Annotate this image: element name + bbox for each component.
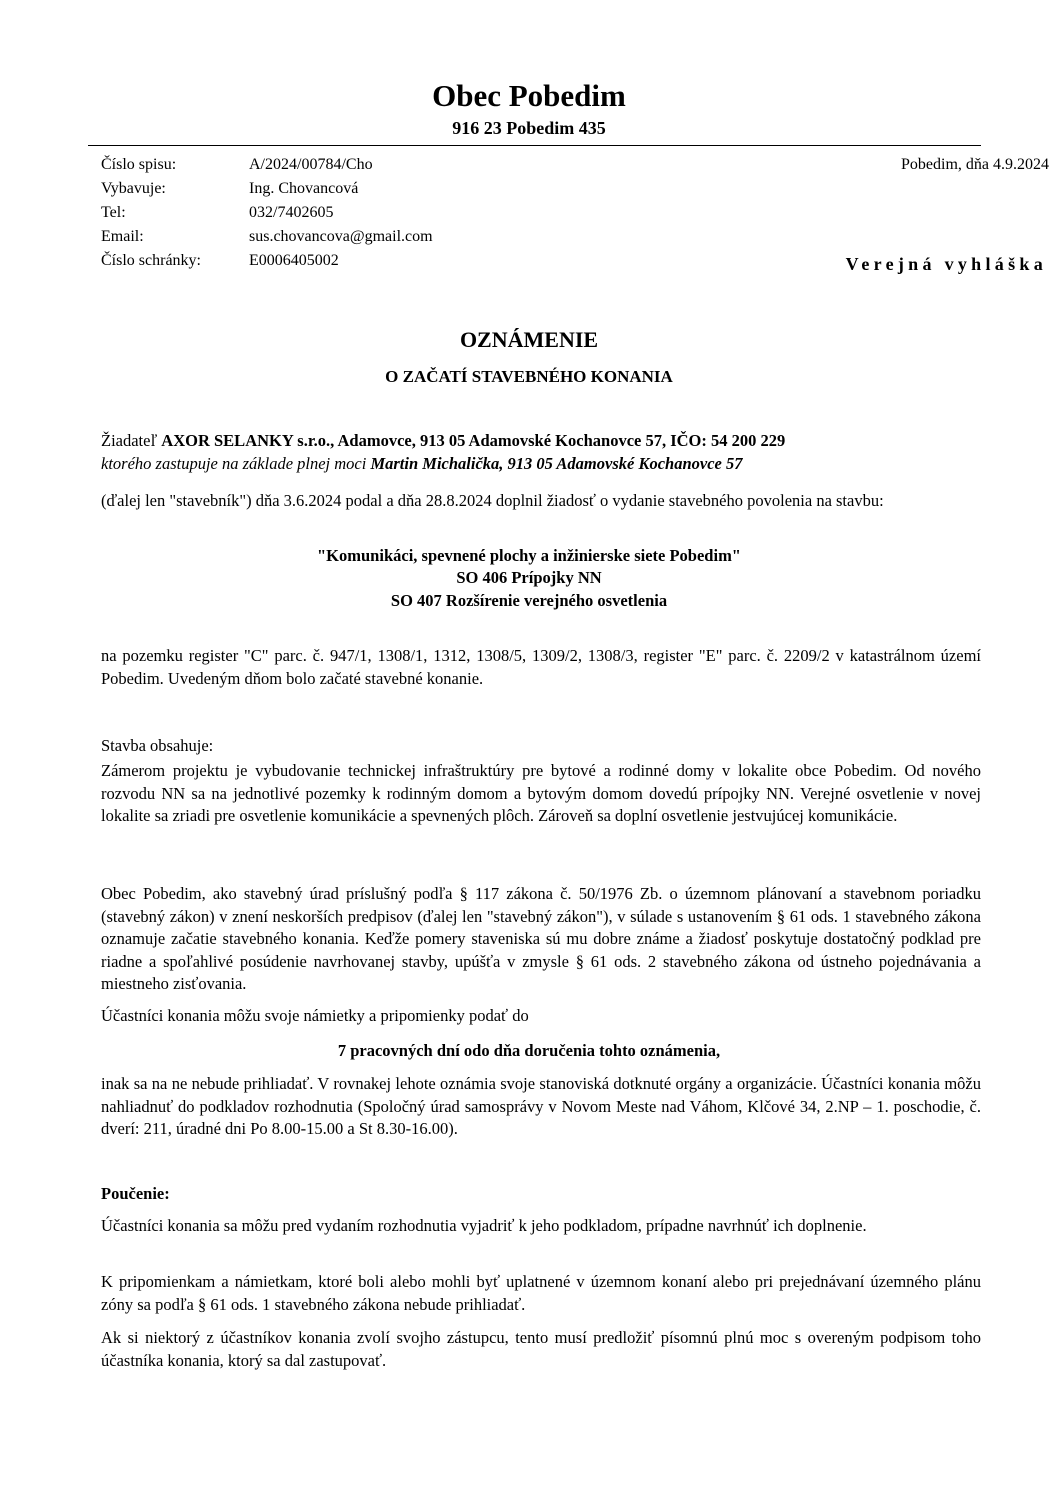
document-subtitle: O ZAČATÍ STAVEBNÉHO KONANIA [385, 367, 673, 386]
objection-paragraph: Účastníci konania môžu svoje námietky a pripomienky podať do [101, 1006, 529, 1025]
meta-value: 032/7402605 [249, 204, 334, 221]
instruction-item: K pripomienkam a námietkam, ktoré boli alebo mohli byť uplatnené v územnom konaní alebo pri prejednávaní územného plánu zóny sa podľa § 61 ods. 1 stavebného zákona nebude prihliadať. [101, 1272, 981, 1314]
document-title: OZNÁMENIE [459, 327, 599, 352]
meta-label: Číslo spisu: [101, 156, 177, 173]
meta-label: Číslo schránky: [101, 252, 201, 269]
applicant-block [101, 430, 981, 475]
meta-label: Tel: [101, 204, 126, 221]
municipality-name: Obec Pobedim [432, 78, 626, 113]
meta-value: Ing. Chovancová [249, 180, 359, 197]
project-so406: SO 406 Prípojky NN [456, 568, 602, 587]
meta-value: A/2024/00784/Cho [249, 156, 373, 173]
representative-line [101, 453, 981, 476]
meta-value: sus.chovancova@gmail.com [249, 228, 433, 245]
content-paragraph: Zámerom projektu je vybudovanie technickej infraštruktúry pre bytové a rodinné domy v lokalite obce Pobedim. Od nového rozvodu NN sa na jednotlivé pozemky k rodinným domom a bytovým domom dovedú prípojky NN. Verejné osvetlenie v novej lokalite sa zriadi pre osvetlenie komunikácie a spevnených plôch. Zároveň sa doplní osvetlenie jestvujúcej komunikácie. [101, 761, 981, 825]
authority-paragraph: Obec Pobedim, ako stavebný úrad príslušný podľa § 117 zákona č. 50/1976 Zb. o územnom plánovaní a stavebnom poriadku (stavebný zákon) v znení neskorších predpisov (ďalej len "stavebný zákon"), v súlade s ustanovením § 61 ods. 1 stavebného zákona oznamuje začatie stavebného konania. Keďže pomery staveniska sú mu dobre známe a žiadosť poskytuje dostatočný podklad pre riadne a spoľahlivé posúdenie navrhovanej stavby, upúšťa v zmysle § 61 ods. 2 stavebného zákona od ústneho pojednávania a miestneho zisťovania. [101, 884, 981, 993]
applicant-line [101, 430, 981, 453]
meta-value: E0006405002 [249, 252, 339, 269]
meta-row-email [101, 225, 981, 249]
meta-label: Vybavuje: [101, 180, 166, 197]
meta-row-phone [101, 201, 981, 225]
content-heading: Stavba obsahuje: [101, 736, 214, 755]
meta-label: Email: [101, 228, 144, 245]
document-date: Pobedim, dňa 4.9.2024 [901, 156, 1049, 173]
deadline-text: 7 pracovných dní odo dňa doručenia tohto oznámenia, [337, 1041, 721, 1060]
request-paragraph: (ďalej len "stavebník") dňa 3.6.2024 podal a dňa 28.8.2024 doplnil žiadosť o vydanie stavebného povolenia na stavbu: [101, 491, 884, 510]
after-deadline-paragraph: inak sa na ne nebude prihliadať. V rovnakej lehote oznámia svoje stanoviská dotknuté orgány a organizácie. Účastníci konania môžu nahliadnuť do podkladov rozhodnutia (Spoločný úrad samosprávy v Novom Meste nad Váhom, Klčové 34, 2.NP – 1. poschodie, č. dverí: 211, úradné dni Po 8.00-15.00 a St 8.30-16.00). [101, 1074, 981, 1138]
municipality-address: 916 23 Pobedim 435 [452, 118, 606, 138]
meta-row-file-number [101, 153, 981, 177]
project-name: "Komunikáci, spevnené plochy a inžinierske siete Pobedim" [317, 546, 741, 565]
representative-name: Martin Michalička, 913 05 Adamovské Kochanovce 57 [370, 453, 743, 473]
instruction-item: Účastníci konania sa môžu pred vydaním rozhodnutia vyjadriť k jeho podkladom, prípadne navrhnúť ich doplnenie. [101, 1216, 867, 1235]
header-divider [88, 145, 981, 146]
applicant-prefix: Žiadateľ [101, 431, 162, 450]
project-so407: SO 407 Rozšírenie verejného osvetlenia [390, 591, 668, 610]
public-notice-label: Verejná vyhláška [845, 254, 1047, 274]
instruction-heading: Poučenie: [101, 1184, 170, 1203]
representative-prefix: ktorého zastupuje na základe plnej moci [101, 453, 371, 473]
meta-row-handler [101, 177, 981, 201]
instruction-item: Ak si niektorý z účastníkov konania zvolí svojho zástupcu, tento musí predložiť písomnú plnú moc s overeným podpisom toho účastníka konania, ktorý sa dal zastupovať. [101, 1328, 981, 1370]
applicant-name: AXOR SELANKY s.r.o., Adamovce, 913 05 Adamovské Kochanovce 57, IČO: 54 200 229 [161, 431, 786, 450]
parcel-paragraph: na pozemku register "C" parc. č. 947/1, 1308/1, 1312, 1308/5, 1309/2, 1308/3, register "E" parc. č. 2209/2 v katastrálnom území Pobedim. Uvedeným dňom bolo začaté stavebné konanie. [101, 646, 981, 688]
